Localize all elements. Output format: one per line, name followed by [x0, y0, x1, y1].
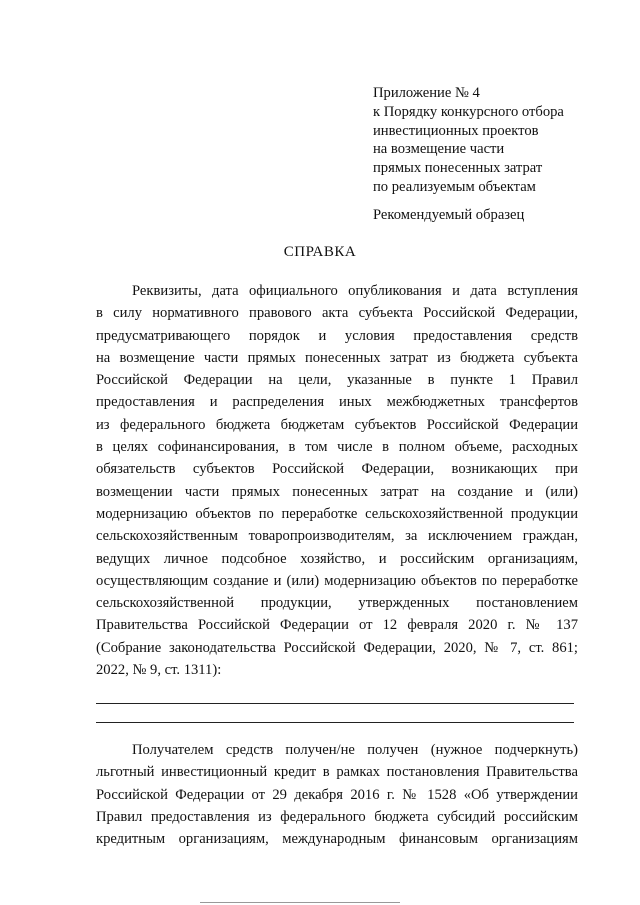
paragraph-line: модернизацию объектов по переработке сельскохозяйственной продукции: [96, 505, 578, 522]
appendix-line: на возмещение части: [373, 141, 505, 158]
fill-in-line: [96, 722, 574, 723]
fill-in-line: [96, 703, 574, 704]
paragraph-line: льготный инвестиционный кредит в рамках постановления Правительства: [96, 764, 578, 781]
paragraph-requisites: [96, 280, 578, 681]
paragraph-line: в целях софинансирования, в том числе в полном объеме, расходных: [96, 439, 578, 456]
page-title: СПРАВКА: [283, 244, 357, 260]
appendix-header: [373, 84, 613, 197]
appendix-line: Приложение № 4: [373, 85, 480, 101]
paragraph-line: из федерального бюджета бюджетам субъектов Российской Федерации: [96, 416, 578, 433]
appendix-line: к Порядку конкурсного отбора: [373, 103, 564, 120]
paragraph-line: предусматривающего порядок и условия предоставления средств: [96, 327, 578, 344]
paragraph-line: Реквизиты, дата официального опубликования и дата вступления: [132, 283, 578, 299]
paragraph-line: обязательств субъектов Российской Федерации, возникающих при: [96, 461, 578, 478]
paragraph-credit: [96, 739, 578, 850]
paragraph-line: кредитным организациям, международным финансовым организациям: [96, 831, 578, 848]
paragraph-line: сельскохозяйственной продукции, утвержденных постановлением: [96, 595, 578, 612]
scan-edge-line: [200, 902, 400, 903]
paragraph-line: в силу нормативного правового акта субъекта Российской Федерации,: [96, 305, 578, 322]
paragraph-line: 2022, № 9, ст. 1311):: [96, 662, 222, 679]
appendix-line: по реализуемым объектам: [373, 178, 536, 195]
paragraph-line: Правительства Российской Федерации от 12 февраля 2020 г. № 137: [96, 617, 578, 634]
paragraph-line: возмещении части прямых понесенных затрат на создание и (или): [96, 483, 578, 500]
paragraph-line: ведущих личное подсобное хозяйство, и российским организациям,: [96, 550, 578, 567]
paragraph-line: осуществляющим создание и (или) модернизацию объектов по переработке: [96, 572, 578, 589]
paragraph-line: Правил предоставления из федерального бюджета субсидий российским: [96, 808, 578, 825]
appendix-line: прямых понесенных затрат: [373, 160, 543, 177]
paragraph-line: сельскохозяйственным товаропроизводителям, за исключением граждан,: [96, 528, 578, 545]
paragraph-line: Российской Федерации на цели, указанные в пункте 1 Правил: [96, 372, 578, 389]
recommended-sample-label: Рекомендуемый образец: [373, 207, 525, 223]
paragraph-line: (Собрание законодательства Российской Федерации, 2020, № 7, ст. 861;: [96, 639, 578, 656]
paragraph-line: Получателем средств получен/не получен (нужное подчеркнуть): [132, 742, 578, 758]
paragraph-line: на возмещение части прямых понесенных затрат из бюджета субъекта: [96, 349, 578, 366]
appendix-line: инвестиционных проектов: [373, 122, 539, 139]
paragraph-line: предоставления и распределения иных межбюджетных трансфертов: [96, 394, 578, 411]
paragraph-line: Российской Федерации от 29 декабря 2016 г. № 1528 «Об утверждении: [96, 786, 578, 803]
